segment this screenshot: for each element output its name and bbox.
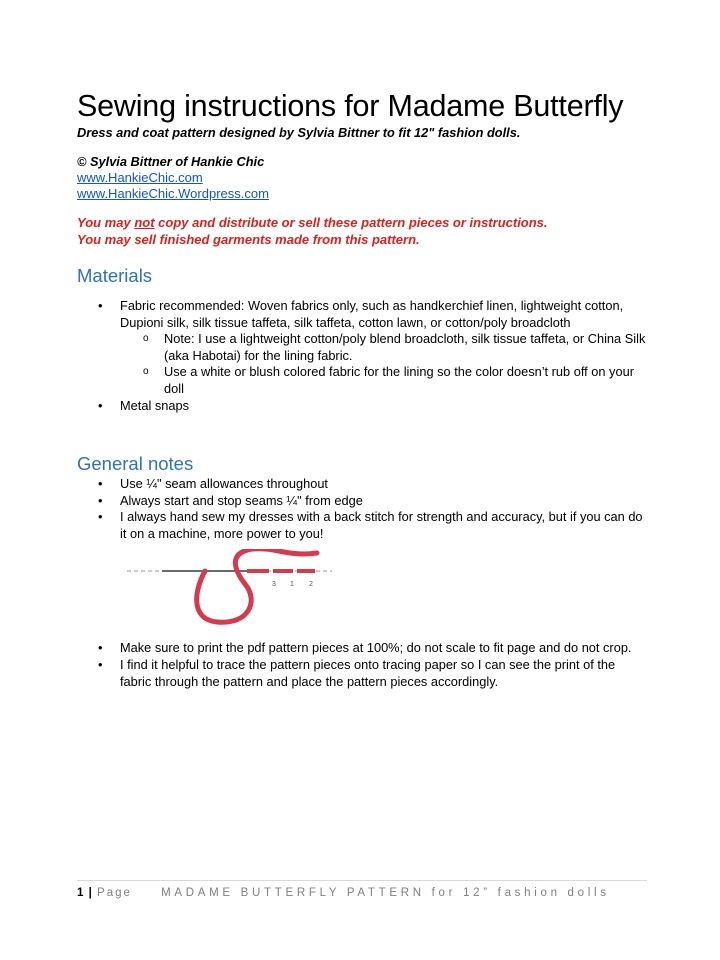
- materials-heading: Materials: [77, 265, 153, 286]
- warning-text-a: You may: [77, 215, 135, 230]
- list-item: [77, 476, 647, 493]
- stitch-label-2: 2: [309, 580, 313, 588]
- bullet-marker: •: [98, 492, 103, 508]
- page-label: Page: [97, 887, 132, 899]
- note-back-stitch: I always hand sew my dresses with a back stitch for strength and accuracy, but if you can do it on a machine, more power to you!: [120, 509, 643, 541]
- bullet-marker: •: [98, 476, 103, 492]
- bullet-marker: •: [98, 397, 103, 413]
- general-notes-heading: General notes: [77, 453, 194, 475]
- stitch-label-1: 1: [290, 580, 294, 588]
- bullet-marker: •: [98, 509, 103, 525]
- stitch-label-3: 3: [272, 580, 276, 588]
- page-number: 1: [77, 887, 84, 899]
- general-notes-list: [77, 476, 647, 542]
- materials-sublist: [120, 331, 647, 397]
- materials-lining-color: Use a white or blush colored fabric for the lining so the color doesn’t rub off on your doll: [164, 364, 634, 396]
- note-tracing-paper: I find it helpful to trace the pattern pieces onto tracing paper so I can see the print of the fabric through the pattern and place the pattern pieces accordingly.: [120, 657, 616, 689]
- warning-line-1: [77, 215, 548, 230]
- website-link[interactable]: www.HankieChic.com: [77, 170, 203, 185]
- copyright-warning: [77, 214, 647, 248]
- list-item: [77, 493, 647, 510]
- list-item: [77, 398, 647, 415]
- subtitle: Dress and coat pattern designed by Sylvia Bittner to fit 12" fashion dolls.: [77, 125, 521, 140]
- list-item: [77, 298, 647, 398]
- note-seam-allowance: Use ¼" seam allowances throughout: [120, 476, 328, 492]
- page-content: [77, 88, 647, 690]
- note-print-scale: Make sure to print the pdf pattern pieces at 100%; do not scale to fit page and do not crop.: [120, 639, 632, 655]
- page-title: Sewing instructions for Madame Butterfly: [77, 89, 624, 123]
- warning-text-b: copy and distribute or sell these pattern pieces or instructions.: [154, 215, 548, 230]
- materials-fabric: Fabric recommended: Woven fabrics only, such as handkerchief linen, lightweight cotton, Dupioni silk, silk tissue taffeta, silk taffeta, cotton lawn, or cotton/poly broadcloth: [120, 298, 624, 330]
- blog-link[interactable]: www.HankieChic.Wordpress.com: [77, 186, 269, 201]
- note-start-stop: Always start and stop seams ¼" from edge: [120, 492, 363, 508]
- footer-separator: |: [88, 887, 92, 899]
- list-item: [77, 509, 647, 542]
- general-notes-list-continued: [77, 640, 647, 691]
- copyright-line: © Sylvia Bittner of Hankie Chic: [77, 154, 265, 169]
- footer-title: MADAME BUTTERFLY PATTERN for 12” fashion dolls: [161, 887, 610, 899]
- list-item: [77, 364, 647, 397]
- list-item: [77, 331, 647, 364]
- bullet-marker: •: [98, 657, 103, 673]
- list-item: [77, 657, 647, 690]
- back-stitch-illustration: [77, 549, 647, 627]
- materials-list: [77, 298, 647, 414]
- sub-bullet-marker: o: [143, 366, 149, 378]
- sub-bullet-marker: o: [143, 333, 149, 345]
- bullet-marker: •: [98, 298, 103, 313]
- warning-line-2: You may sell finished garments made from this pattern.: [77, 232, 420, 247]
- back-stitch-diagram: [77, 549, 647, 627]
- thread-icon: [197, 549, 317, 622]
- materials-lining-note: Note: I use a lightweight cotton/poly blend broadcloth, silk tissue taffeta, or China Silk (aka Habotai) for the lining fabric.: [164, 331, 646, 363]
- materials-snaps: Metal snaps: [120, 397, 189, 413]
- list-item: [77, 640, 647, 657]
- page-footer: [77, 880, 647, 900]
- bullet-marker: •: [98, 639, 103, 655]
- warning-emphasis: not: [134, 215, 155, 230]
